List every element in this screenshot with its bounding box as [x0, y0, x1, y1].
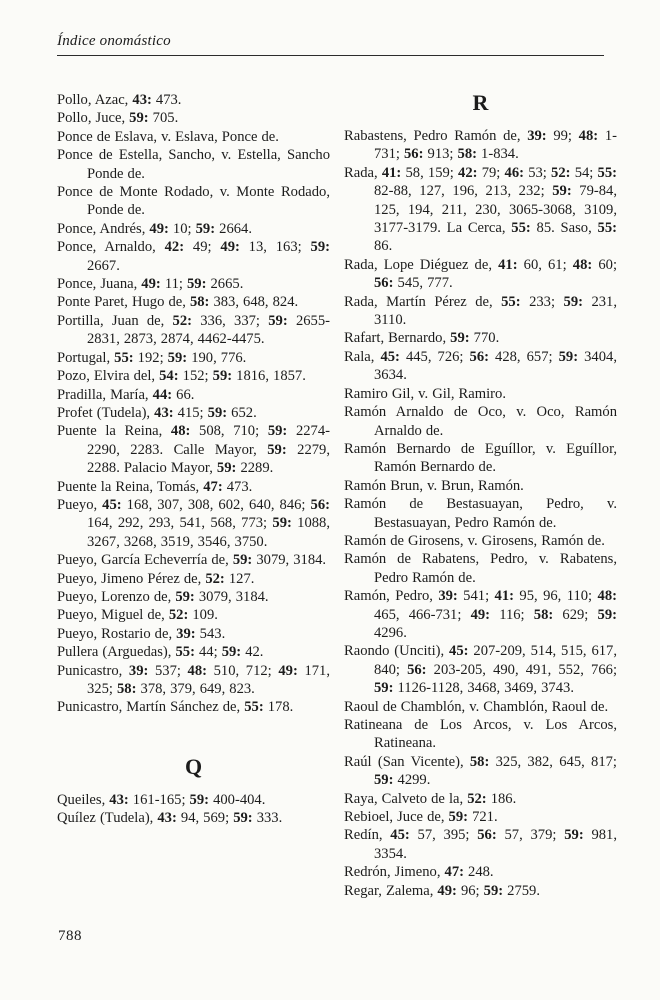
index-entry: Pueyo, 45: 168, 307, 308, 602, 640, 846; 56: 164, 292, 293, 541, 568, 773; 59: 1088, 3267, 3268, 3519, 3546, 3750.	[57, 496, 331, 550]
index-entry: Rada, 41: 58, 159; 42: 79; 46: 53; 52: 54; 55: 82-88, 127, 196, 213, 232; 59: 79-84, 125, 194, 211, 230, 3065-3068, 3109, 3177-3179. La Cerca, 55: 85. Saso, 55: 86.	[344, 164, 618, 255]
index-entry: Pueyo, García Echeverría de, 59: 3079, 3184.	[57, 552, 327, 569]
index-entry: Ponce de Eslava, v. Eslava, Ponce de.	[57, 128, 279, 145]
index-section	[57, 91, 330, 717]
page-number: 788	[58, 928, 82, 944]
index-entry: Ponte Paret, Hugo de, 58: 383, 648, 824.	[57, 294, 299, 311]
index-entry: Ramón de Rabatens, Pedro, v. Rabatens, Pedro Ramón de.	[344, 551, 617, 586]
index-entry: Ramón Arnaldo de Oco, v. Oco, Ramón Arnaldo de.	[344, 404, 617, 439]
index-entry: Punicastro, Martín Sánchez de, 55: 178.	[57, 699, 294, 716]
index-entry: Portugal, 55: 192; 59: 190, 776.	[57, 349, 247, 366]
index-entry: Pullera (Arguedas), 55: 44; 59: 42.	[57, 644, 264, 661]
index-entry: Pueyo, Jimeno Pérez de, 52: 127.	[57, 570, 255, 587]
index-entry: Quílez (Tudela), 43: 94, 569; 59: 333.	[57, 810, 283, 827]
section-letter-heading: Q	[184, 753, 203, 779]
index-section	[344, 91, 617, 900]
index-entry: Pueyo, Rostario de, 39: 543.	[57, 625, 226, 642]
index-entry: Puente la Reina, Tomás, 47: 473.	[57, 478, 253, 495]
index-entry: Punicastro, 39: 537; 48: 510, 712; 49: 171, 325; 58: 378, 379, 649, 823.	[57, 662, 331, 697]
index-entry: Ramón de Bestasuayan, Pedro, v. Bestasuayan, Pedro Ramón de.	[344, 496, 617, 531]
index-entry: Rabastens, Pedro Ramón de, 39: 99; 48: 1-731; 56: 913; 58: 1-834.	[344, 128, 617, 163]
index-entry: Pozo, Elvira del, 54: 152; 59: 1816, 1857.	[57, 368, 306, 385]
index-entry: Ponce de Estella, Sancho, v. Estella, Sancho Ponde de.	[57, 147, 330, 182]
index-entry: Puente la Reina, 48: 508, 710; 59: 2274-2290, 2283. Calle Mayor, 59: 2279, 2288. Palacio Mayor, 59: 2289.	[57, 423, 331, 477]
index-entry: Ratineana de Los Arcos, v. Los Arcos, Ratineana.	[344, 717, 617, 752]
index-entry: Pradilla, María, 44: 66.	[57, 386, 195, 403]
index-entry: Redín, 45: 57, 395; 56: 57, 379; 59: 981, 3354.	[344, 827, 617, 862]
index-entry: Rebioel, Juce de, 59: 721.	[344, 809, 498, 826]
index-entry: Pueyo, Miguel de, 52: 109.	[57, 607, 218, 624]
index-entry: Redrón, Jimeno, 47: 248.	[344, 864, 494, 881]
index-entry: Rada, Lope Diéguez de, 41: 60, 61; 48: 60; 56: 545, 777.	[344, 256, 618, 292]
index-entry: Pollo, Juce, 59: 705.	[57, 110, 179, 127]
index-entry: Portilla, Juan de, 52: 336, 337; 59: 2655-2831, 2873, 2874, 4462-4475.	[57, 312, 330, 348]
index-column	[57, 91, 330, 828]
index-entry: Raoul de Chamblón, v. Chamblón, Raoul de.	[344, 698, 609, 715]
running-header-title: Índice onomástico	[57, 33, 171, 49]
index-section	[57, 755, 330, 828]
index-entry: Raondo (Unciti), 45: 207-209, 514, 515, 617, 840; 56: 203-205, 490, 491, 552, 766; 59: 1126-1128, 3468, 3469, 3743.	[344, 643, 618, 697]
index-entry: Queiles, 43: 161-165; 59: 400-404.	[57, 791, 266, 808]
header-rule	[57, 55, 604, 56]
index-entry: Raya, Calveto de la, 52: 186.	[344, 790, 517, 807]
index-entry: Rala, 45: 445, 726; 56: 428, 657; 59: 3404, 3634.	[344, 348, 617, 384]
index-entry: Profet (Tudela), 43: 415; 59: 652.	[57, 404, 257, 421]
index-entry: Ponce de Monte Rodado, v. Monte Rodado, Ponde de.	[57, 184, 330, 219]
index-column	[344, 91, 617, 900]
index-entry: Ramón de Girosens, v. Girosens, Ramón de.	[344, 532, 605, 549]
index-columns	[57, 91, 620, 900]
index-entry: Pueyo, Lorenzo de, 59: 3079, 3184.	[57, 588, 269, 605]
section-letter-heading: R	[472, 90, 489, 115]
index-entry: Regar, Zalema, 49: 96; 59: 2759.	[344, 882, 540, 899]
index-entry: Rafart, Bernardo, 59: 770.	[344, 330, 500, 347]
index-entry: Ramón Brun, v. Brun, Ramón.	[344, 477, 524, 494]
index-entry: Ramón Bernardo de Eguíllor, v. Eguíllor, Ramón Bernardo de.	[344, 440, 617, 476]
index-entry: Ponce, Arnaldo, 42: 49; 49: 13, 163; 59: 2667.	[57, 239, 330, 274]
index-entry: Pollo, Azac, 43: 473.	[57, 92, 182, 108]
index-entry: Ramiro Gil, v. Gil, Ramiro.	[344, 385, 506, 402]
index-entry: Rada, Martín Pérez de, 55: 233; 59: 231, 3110.	[344, 293, 618, 329]
index-entry: Raúl (San Vicente), 58: 325, 382, 645, 817; 59: 4299.	[344, 753, 617, 789]
index-entry: Ponce, Andrés, 49: 10; 59: 2664.	[57, 220, 252, 237]
running-header	[57, 32, 604, 64]
index-entry: Ramón, Pedro, 39: 541; 41: 95, 96, 110; 48: 465, 466-731; 49: 116; 58: 629; 59: 4296.	[344, 588, 617, 641]
index-entry: Ponce, Juana, 49: 11; 59: 2665.	[57, 276, 244, 293]
